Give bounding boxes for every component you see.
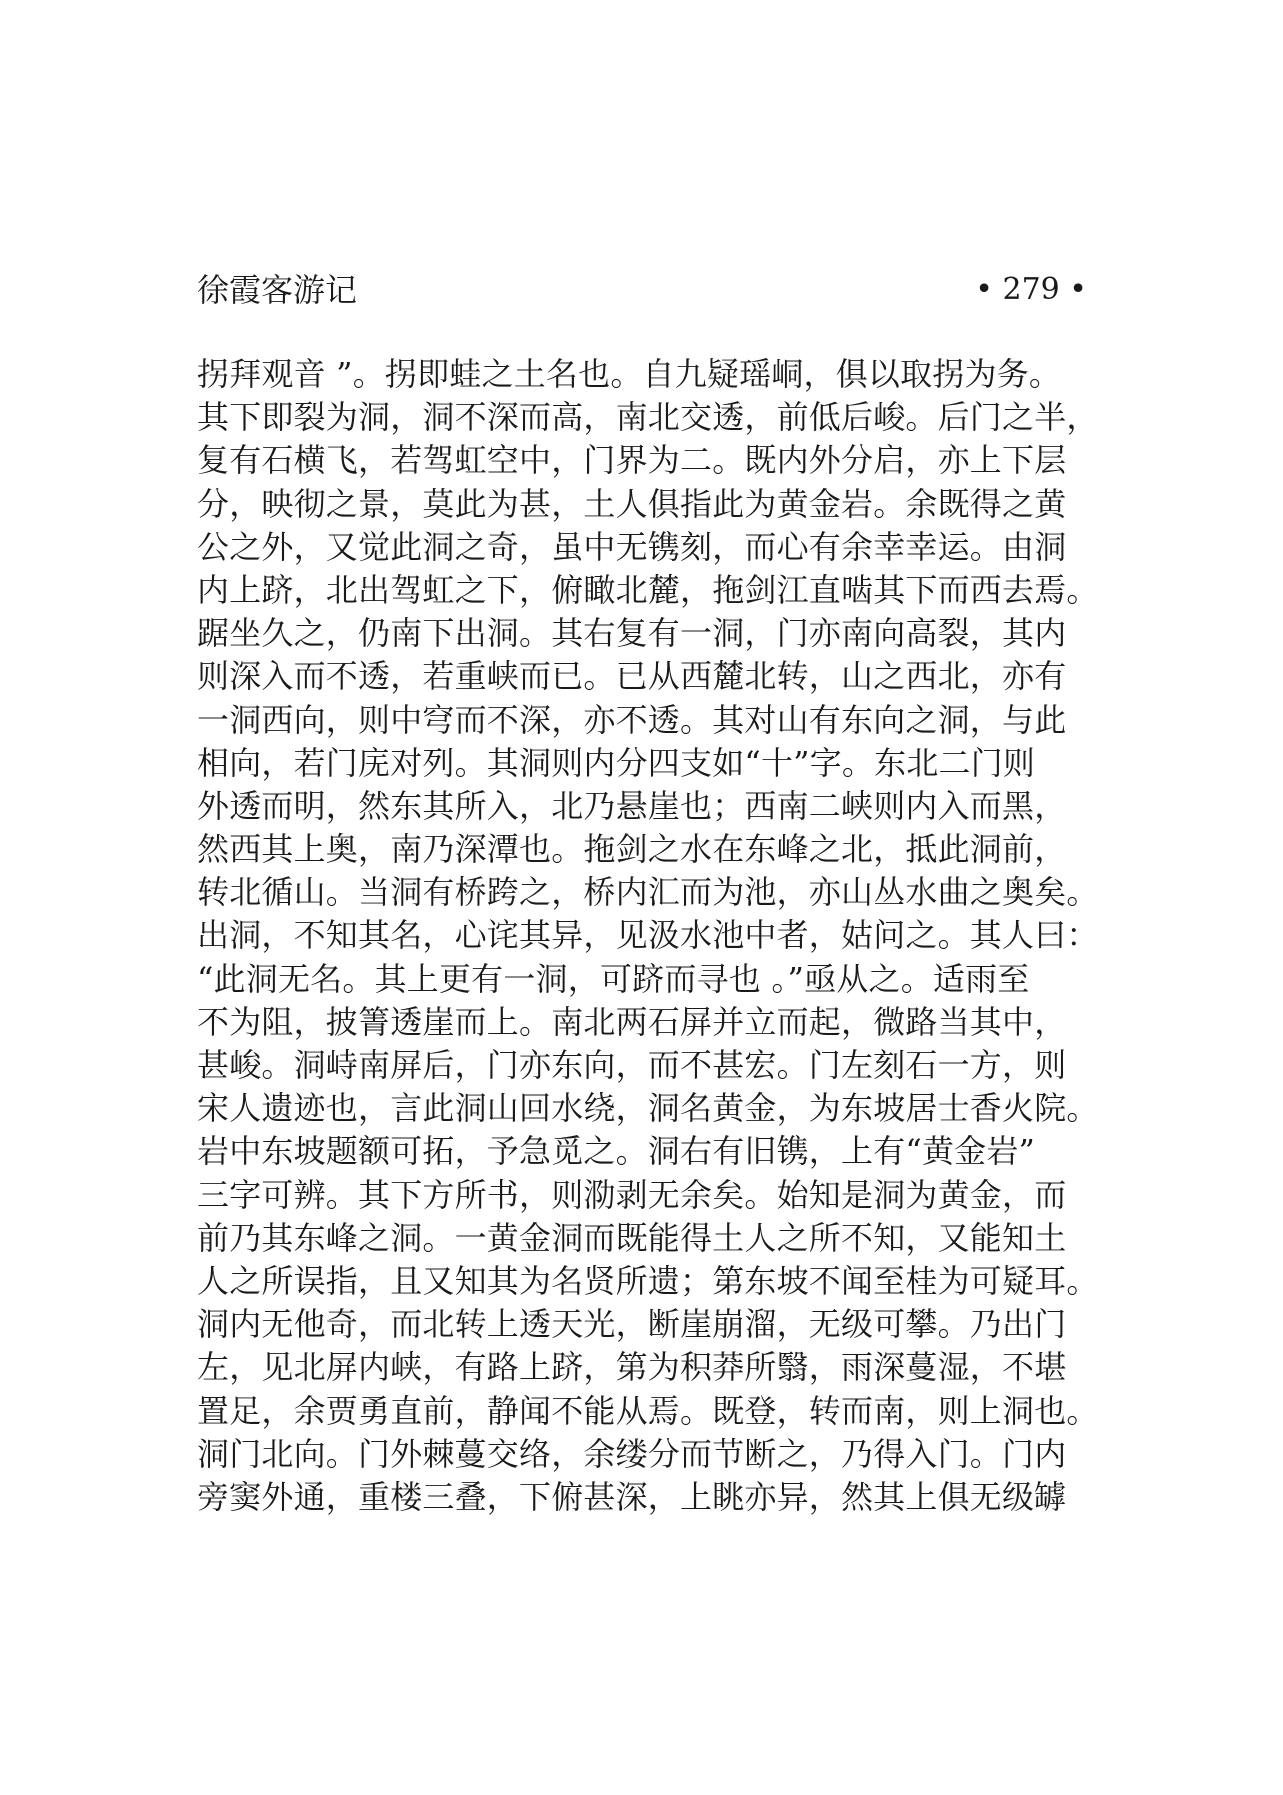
text-line: 则深入而不透，若重峡而已。已从西麓北转，山之西北，亦有	[197, 657, 1067, 696]
text-line: 拐拜观音 ”。拐即蛙之土名也。自九疑瑶峒，俱以取拐为务。	[197, 355, 1062, 393]
text-line: 然西其上奥，南乃深潭也。拖剑之水在东峰之北，抵此洞前，	[197, 830, 1067, 869]
text-line: 出洞，不知其名，心诧其异，见汲水池中者，姑问之。其人曰：	[197, 916, 1099, 955]
text-line: 人之所误指，且又知其为名贤所遗；第东坡不闻至桂为可疑耳。	[197, 1261, 1099, 1300]
text-line: 内上跻，北出驾虹之下，俯瞰北麓，拖剑江直啮其下而西去焉。	[197, 570, 1099, 609]
text-line: 其下即裂为洞，洞不深而高，南北交透，前低后峻。后门之半，	[197, 398, 1099, 437]
text-line: 不为阻，披箐透崖而上。南北两石屏并立而起，微路当其中，	[197, 1002, 1067, 1041]
page-header	[197, 268, 1087, 312]
text-line: 外透而明，然东其所入，北乃悬崖也；西南二峡则内入而黑，	[197, 786, 1067, 825]
text-line: 前乃其东峰之洞。一黄金洞而既能得土人之所不知，又能知土	[197, 1218, 1067, 1257]
text-line: 一洞西向，则中穹而不深，亦不透。其对山有东向之洞，与此	[197, 700, 1067, 739]
text-line: 转北循山。当洞有桥跨之，桥内汇而为池，亦山丛水曲之奥矣。	[197, 873, 1099, 912]
book-title: 徐霞客游记	[197, 271, 358, 309]
text-line: 三字可辨。其下方所书，则泐剥无余矣。始知是洞为黄金，而	[197, 1175, 1067, 1214]
text-line: 甚峻。洞峙南屏后，门亦东向，而不甚宏。门左刻石一方，则	[197, 1046, 1067, 1084]
text-line: 相向，若门庑对列。其洞则内分四支如“十”字。东北二门则	[197, 743, 1036, 782]
text-line: 置足，余贾勇直前，静闻不能从焉。既登，转而南，则上洞也。	[197, 1391, 1099, 1430]
text-line: 洞内无他奇，而北转上透天光，断崖崩溜，无级可攀。乃出门	[197, 1305, 1067, 1344]
text-line: 踞坐久之，仍南下出洞。其右复有一洞，门亦南向高裂，其内	[197, 614, 1067, 653]
page-number: • 279 •	[975, 272, 1087, 307]
text-line: 左，见北屏内峡，有路上跻，第为积莽所翳，雨深蔓湿，不堪	[197, 1348, 1067, 1387]
text-line: 岩中东坡题额可拓，予急觅之。洞右有旧镌，上有“黄金岩”	[197, 1132, 1036, 1171]
text-line: 公之外，又觉此洞之奇，虽中无镌刻，而心有余幸幸运。由洞	[197, 527, 1067, 566]
text-line: 分，映彻之景，莫此为甚，土人俱指此为黄金岩。余既得之黄	[197, 484, 1067, 523]
text-line: 复有石横飞，若驾虹空中，门界为二。既内外分启，亦上下层	[197, 441, 1067, 480]
text-line: 洞门北向。门外棘蔓交络，余缕分而节断之，乃得入门。门内	[197, 1434, 1067, 1473]
text-line: 旁窦外通，重楼三叠，下俯甚深，上眺亦异，然其上俱无级罅	[197, 1477, 1067, 1516]
text-line: 宋人遗迹也，言此洞山回水绕，洞名黄金，为东坡居士香火院。	[197, 1089, 1099, 1128]
body-text	[197, 353, 1117, 1519]
text-line: “此洞无名。其上更有一洞，可跻而寻也 。”亟从之。适雨至	[197, 959, 1030, 998]
